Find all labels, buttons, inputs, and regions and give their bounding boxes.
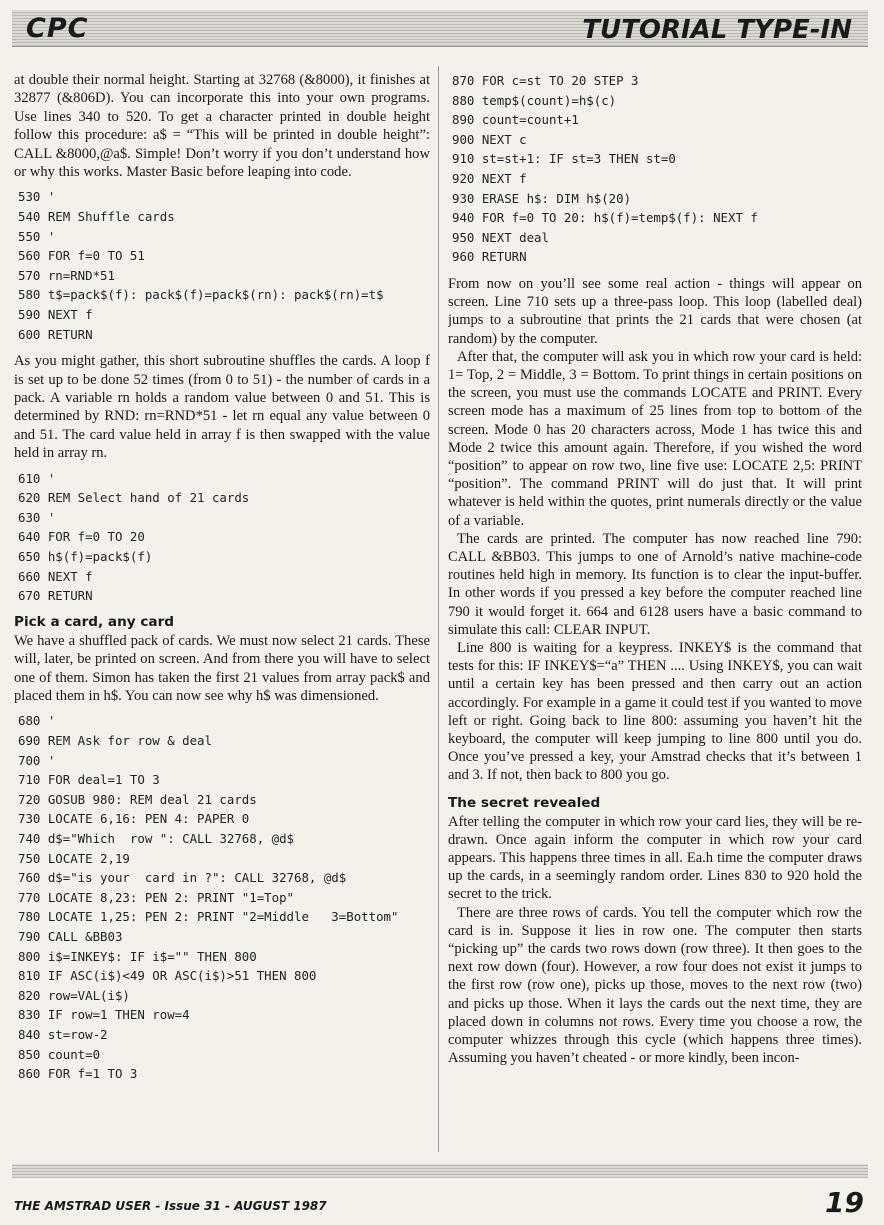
code-listing: 870 FOR c=st TO 20 STEP 3 880 temp$(count)=h$(c) 890 count=count+1 900 NEXT c 910 st=st+1: IF st=3 THEN st=0 920 NEXT f 930 ERASE h$: DIM h$(20) 940 FOR f=0 TO 20: h$(f)=temp$(f): NEXT f 950 NEXT deal 960 RETURN <box>452 73 758 265</box>
column-divider <box>438 66 439 1152</box>
page-header <box>12 10 868 47</box>
code-listing: 680 ' 690 REM Ask for row & deal 700 ' 710 FOR deal=1 TO 3 720 GOSUB 980: REM deal 21 cards 730 LOCATE 6,16: PEN 4: PAPER 0 740 d$="Which row ": CALL 32768, @d$ 750 LOCATE 2,19 760 d$="is your card in ?": CALL 32768, @d$ 770 LOCATE 8,23: PEN 2: PRINT "1=Top" 780 LOCATE 1,25: PEN 2: PRINT "2=Middle 3=Bottom" 790 CALL &BB03 800 i$=INKEY$: IF i$="" THEN 800 810 IF ASC(i$)<49 OR ASC(i$)>51 THEN 800 820 row=VAL(i$) 830 IF row=1 THEN row=4 840 st=row-2 850 count=0 860 FOR f=1 TO 3 <box>18 713 399 1082</box>
paragraph: After that, the computer will ask you in which row your card is held: 1= Top, 2 = Middle, 3 = Bottom. To print things in certain positions on the screen, you must use the commands LOCATE and PRINT. Every screen mode has a maximum of 25 lines from top to bottom of the screen. Mode 0 has 20 characters across, Mode 1 has twice this and Mode 2 twice this amount again. Therefore, if you wished the word “position” to appear on row two, line five use: LOCATE 2,5: PRINT “position”. The command PRINT will do just that. It will print whatever is held within the quotes, print numerals directly or the value of a variable. <box>448 348 862 529</box>
paragraph: From now on you’ll see some real action - things will appear on screen. Line 710 sets up a three-pass loop. This loop (labelled deal) jumps to a subroutine that prints the 21 cards that were chosen (at random) by the computer. <box>448 275 862 347</box>
paragraph: Line 800 is waiting for a keypress. INKEY$ is the command that tests for this: IF INKEY$=“a” THEN .... Using INKEY$, you can wait until a certain key has been pressed and then carry out an action accordingly. For example in a game it could test if you wanted to move left or right. Going back to line 800: assuming you haven’t hit the keyboard, the computer will keep jumping to line 800 until you do. Once you’ve pressed a key, your Amstrad checks that it’s between 1 and 3. If not, then back to 800 you go. <box>448 640 862 784</box>
paragraph: at double their normal height. Starting at 32768 (&8000), it finishes at 32877 (&806D). You can incorporate this into your own programs. Use lines 340 to 520. To get a character printed in double height follow this procedure: a$ = “This will be printed in double height”: CALL &8000,@a$. Simple! Don’t worry if you don’t understand how or why this works. Master Basic before leaping into code. <box>14 72 430 181</box>
code-listing: 530 ' 540 REM Shuffle cards 550 ' 560 FOR f=0 TO 51 570 rn=RND*51 580 t$=pack$(f): pack$(f)=pack$(rn): pack$(rn)=t$ 590 NEXT f 600 RETURN <box>18 189 384 342</box>
footer-band <box>12 1164 868 1178</box>
paragraph: After telling the computer in which row your card lies, they will be re-drawn. Once again inform the computer in which row your card appears. This happens three times in all. Ea.h time the computer draws up the cards, in a seemingly random order. Lines 830 to 920 hold the secret to the trick. <box>448 813 862 903</box>
paragraph: There are three rows of cards. You tell the computer which row the card is in. Suppose it lies in row one. The computer then starts “picking up” the cards two rows down (row three). It then goes to the next row down (four). However, a row four does not exist it jumps to the first row (row one), picks up those, moves to the next row (two) and picks up those. When it lays the cards out the next time, they are placed down in columns not rows. Every time you choose a row, the computer whizzes through this cycle (which happens three times). Assuming you haven’t cheated - or more kindly, been incon- <box>448 904 862 1067</box>
code-listing: 610 ' 620 REM Select hand of 21 cards 630 ' 640 FOR f=0 TO 20 650 h$(f)=pack$(f) 660 NEXT f 670 RETURN <box>18 470 250 604</box>
page-number: 19 <box>825 1186 864 1219</box>
page-title: TUTORIAL TYPE-IN <box>582 15 852 45</box>
right-column <box>448 71 862 1161</box>
publication-info: THE AMSTRAD USER - Issue 31 - AUGUST 1987 <box>14 1199 327 1213</box>
section-heading: The secret revealed <box>448 794 601 811</box>
left-column <box>14 71 430 1161</box>
paragraph: We have a shuffled pack of cards. We must now select 21 cards. These will, later, be printed on screen. And from there you will have to select one of them. Simon has taken the first 21 values from array pack$ and placed them in h$. You can now see why h$ was dimensioned. <box>14 632 430 704</box>
paragraph: The cards are printed. The computer has now reached line 790: CALL &BB03. This jumps to one of Arnold’s native machine-code routines held high in memory. Its function is to clear the input-buffer. In other words if you pressed a key before the computer reached line 790 it would forget it. 664 and 6128 users have a basic command to simulate this call: CLEAR INPUT. <box>448 530 862 638</box>
section-label: CPC <box>26 13 89 44</box>
paragraph: As you might gather, this short subroutine shuffles the cards. A loop f is set up to be done 52 times (from 0 to 51) - the number of cards in a pack. A variable rn holds a random value between 0 and 51. This is determined by RND: rn=RND*51 - let rn equal any value between 0 and 51. The card value held in array f is then swapped with the value held in array rn. <box>14 353 430 462</box>
section-heading: Pick a card, any card <box>14 613 175 630</box>
